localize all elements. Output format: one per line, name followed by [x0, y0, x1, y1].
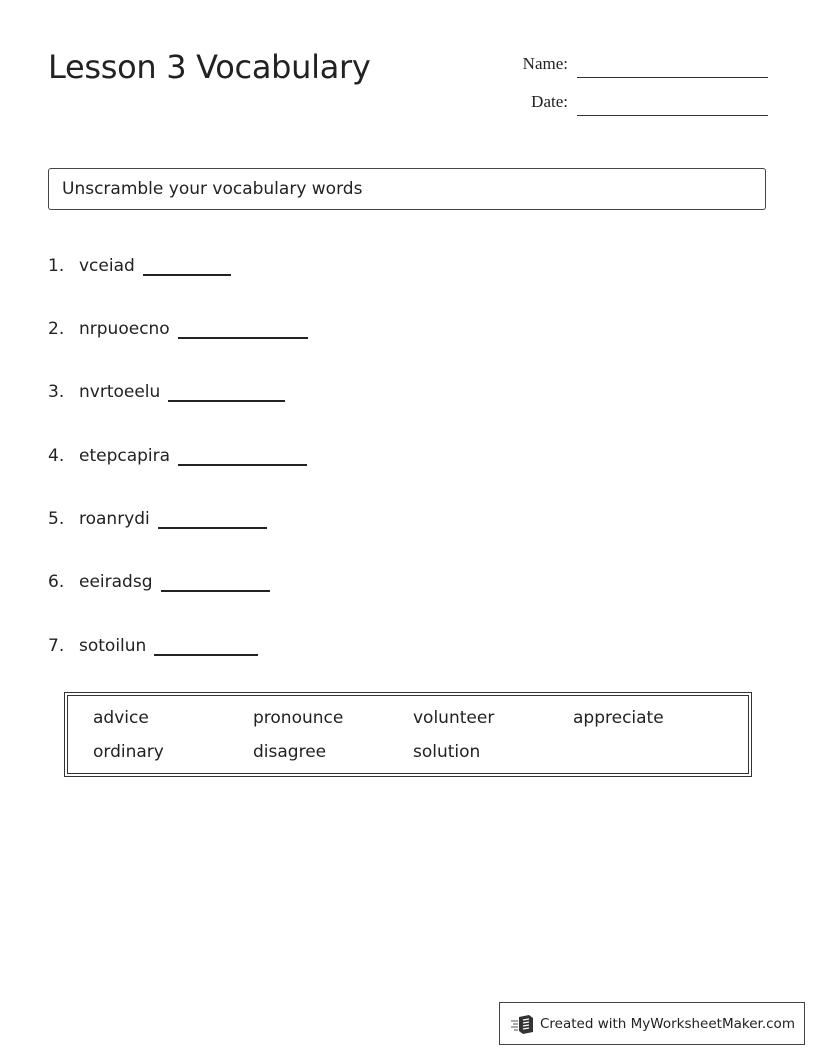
word-bank-item: appreciate [573, 708, 664, 728]
answer-blank [168, 399, 285, 402]
footer-credit[interactable] [499, 1002, 805, 1045]
word-bank-item: solution [413, 742, 481, 762]
answer-blank [178, 463, 307, 466]
date-field [500, 92, 768, 116]
question-item [48, 566, 270, 592]
question-item [48, 440, 307, 466]
question-number: 7. [48, 636, 65, 656]
myworksheetmaker-logo-icon [510, 1013, 536, 1035]
scrambled-word: nrpuoecno [79, 319, 170, 339]
answer-blank [161, 589, 270, 592]
page-title: Lesson 3 Vocabulary [48, 48, 371, 86]
question-item [48, 313, 308, 339]
word-bank-item: pronounce [253, 708, 344, 728]
question-item [48, 630, 258, 656]
instructions-text: Unscramble your vocabulary words [62, 179, 363, 199]
name-label: Name: [522, 54, 568, 73]
question-number: 3. [48, 382, 65, 402]
question-item [48, 250, 231, 276]
question-number: 2. [48, 319, 65, 339]
scrambled-word: etepcapira [79, 446, 171, 466]
answer-blank [178, 336, 308, 339]
question-number: 6. [48, 572, 65, 592]
question-item [48, 503, 267, 529]
date-line [577, 115, 768, 116]
answer-blank [158, 526, 267, 529]
scrambled-word: eeiradsg [79, 572, 153, 592]
word-bank-item: disagree [253, 742, 327, 762]
scrambled-word: vceiad [79, 256, 135, 276]
scrambled-word: sotoilun [79, 636, 147, 656]
scrambled-word: roanrydi [79, 509, 150, 529]
question-item [48, 376, 285, 402]
word-bank-item: ordinary [93, 742, 164, 762]
date-label: Date: [531, 92, 568, 111]
name-line [577, 77, 768, 78]
question-number: 1. [48, 256, 65, 276]
name-field [500, 54, 768, 78]
answer-blank [143, 273, 231, 276]
footer-text: Created with MyWorksheetMaker.com [540, 1015, 795, 1032]
scrambled-word: nvrtoeelu [79, 382, 161, 402]
word-bank-item: advice [93, 708, 149, 728]
question-number: 4. [48, 446, 65, 466]
word-bank-item: volunteer [413, 708, 495, 728]
word-bank [64, 692, 752, 777]
question-number: 5. [48, 509, 65, 529]
answer-blank [154, 653, 258, 656]
instructions-box [48, 168, 766, 210]
